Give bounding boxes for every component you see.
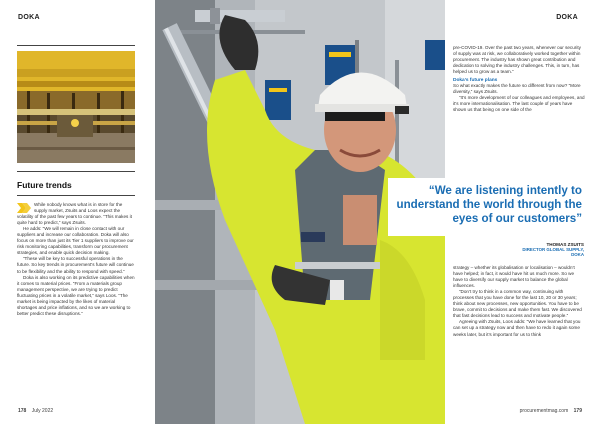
footer-left (18, 408, 53, 414)
attribution-name: THOMAS ZSUITS (546, 242, 584, 247)
page-number-right: 179 (573, 408, 582, 414)
header-brand-right: DOKA (556, 14, 578, 21)
right-intro-text: pre-COVID-19. Over the past two years, whenever our security of supply was at risk, we collaboratively worked together within procurement. The industry has shown great contribution and dedication to solving the industry challenges. This, in turn, has helped us to grow as a team.” (453, 45, 581, 75)
right-column-lower (453, 265, 585, 338)
section-title: Future trends (17, 180, 72, 190)
right-paragraph: strategy – whether its globalisation or localisation – wouldn’t have helped; in fact, it would have hit us much more. So we have to diversify our supply market to balance the global influences. (453, 265, 575, 289)
right-paragraph: Agreeing with Zsuits, Loos adds: “We have learned that you can set up a strategy now and then have to redo it again some weeks later, but it’s important for us to think (453, 319, 581, 337)
section-underline (17, 195, 135, 196)
attribution-role: DIRECTOR GLOBAL SUPPLY, (522, 247, 584, 252)
attribution-company: DOKA (571, 252, 584, 257)
pull-quote-text: “We are listening intently to understand the world through the eyes of our customers” (396, 184, 582, 225)
left-paragraph: He adds: “We will remain in close contact with our suppliers and increase our collaboration. Doka will also focus on more than just its Tier 1 suppliers to improve our risk monitoring capabilities, transform our procurement strategies, and enable quick decision making. (17, 226, 134, 256)
pull-quote-box (388, 178, 586, 236)
right-paragraph: “Don’t try to think in a common way, continuing with processes that you have done for the last 10, 20 or 30 years; think about new processes, new opportunities. You have to be brave, commit to decisions and make them fast. We discovered that fast decisions lead to success and motivate people.” (453, 289, 582, 319)
top-divider (17, 45, 135, 46)
sub-heading: Doka’s future plans (453, 78, 498, 84)
left-paragraph: “These will be key to successful operations in the future. So key trends in procurement’s future will continue to be flexibility and the ability to respond with speed.” (17, 256, 134, 274)
left-paragraph: Doka is also working on its predictive capabilities when it comes to material prices. “From a materials group management perspective, we are trying to predict fluctuating prices in a volatile market,” says Loos. “The market is being impacted by the likes of material shortages and price inflations, and so we are working to better predict these disruptions.” (17, 274, 135, 316)
section-divider (17, 171, 135, 172)
right-column (453, 45, 585, 113)
construction-site-photo (17, 51, 135, 163)
site-url: procurementmag.com (519, 408, 569, 414)
left-paragraph: While nobody knows what is in store for the supply market, Zsuits and Loos expect the volatility of the past few years to continue. “This makes it quite hard to predict,” says Zsuits. (17, 202, 132, 226)
header-brand-left: DOKA (18, 14, 40, 21)
quote-chevron-icon (17, 203, 31, 213)
right-paragraph: “It’s more development of our colleagues and employees, and it’s more internationalisation. The last couple of years have shown us that being on one side of the (453, 95, 585, 113)
issue-date: July 2022 (31, 408, 54, 414)
page-number-left: 178 (18, 408, 27, 414)
left-column (17, 45, 135, 317)
left-body-text (17, 202, 135, 317)
quote-attribution (522, 242, 584, 257)
right-paragraph: So what exactly makes the future so different from now? “More diversity,” says Zsuits. (453, 83, 581, 95)
footer-right (520, 408, 582, 414)
